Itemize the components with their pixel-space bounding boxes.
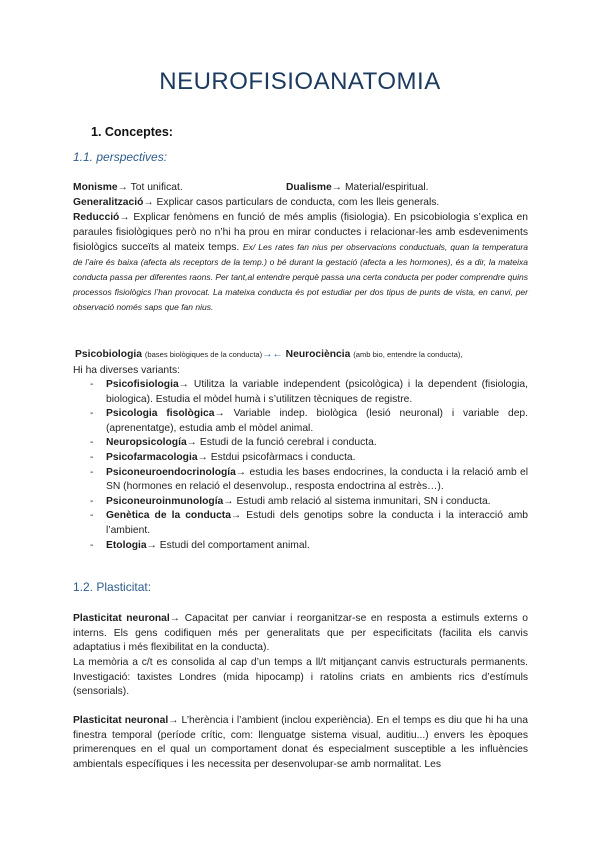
- variant-text: → Estudi dels genotips sobre la conducta i la interacció amb l’ambient.: [106, 510, 528, 536]
- monisme-term: Monisme: [73, 182, 118, 193]
- variant-text: → Variable indep. biològica (lesió neuronal) i variable dep. (aprenentatge), estudia amb el mòdel animal.: [106, 408, 529, 434]
- subheading-plasticitat: 1.2. Plasticitat:: [73, 580, 152, 594]
- list-item: [73, 539, 528, 554]
- plasticitat-term: Plasticitat neuronal: [73, 715, 169, 726]
- dualisme-text: → Material/espiritual.: [331, 182, 429, 193]
- list-item: [73, 407, 528, 436]
- generalitzacio-line: [73, 196, 528, 211]
- list-item: [73, 378, 528, 407]
- variants-list: [73, 378, 528, 553]
- psicobiologia-term: Psicobiologia: [75, 349, 142, 360]
- variant-term: Psiconeuroinmunología: [106, 495, 224, 507]
- variant-term: Etologia: [106, 539, 147, 551]
- variant-text: → Estdui psicofàrmacs i conducta.: [197, 451, 356, 463]
- variant-text: → Utilitza la variable independent (psicològica) i la dependent (fisiologia, biologica). Estudia el mòdel humà i s’utilitzen tècniques de registre.: [106, 379, 528, 405]
- generalitzacio-text: → Explicar casos particulars de conducta, com les lleis generals.: [143, 196, 440, 208]
- monisme-dualisme-line: [73, 181, 528, 196]
- plasticitat-term: Plasticitat neuronal: [73, 613, 170, 624]
- list-item: [73, 436, 528, 451]
- plasticitat-text: → L’herència i l’ambient (inclou experiència). En el temps es diu que hi ha una finestra temporal (període crític, com: llenguatge sistema visual, auditiu...) envers les èpoques primerenques en el qual un comportament donat és especialment susceptible a les influències ambientals específiques i les necessita per desenvolupar-se amb normalitat. Les: [73, 715, 528, 770]
- psicobiologia-line: [75, 348, 530, 363]
- list-item: [73, 466, 528, 495]
- heading-conceptes: 1. Conceptes:: [91, 125, 173, 139]
- dualisme-term: Dualisme: [286, 182, 332, 193]
- plasticitat-paragraph-1: [73, 612, 528, 656]
- neurociencia-term: Neurociència: [285, 349, 351, 360]
- neurociencia-note: (amb bio, entendre la conducta),: [353, 350, 463, 359]
- reduccio-term: Reducció: [73, 212, 120, 223]
- list-item: [73, 451, 528, 466]
- variants-intro: Hi ha diverses variants:: [73, 365, 181, 376]
- variant-term: Psiconeuroendocrinología: [106, 466, 236, 478]
- variant-term: Psicologia fisològica: [106, 408, 215, 420]
- plasticitat-paragraph-3: [73, 714, 528, 772]
- variant-text: → Estudi de la funció cerebral i conducta.: [186, 437, 377, 449]
- bidirectional-arrows: →←: [262, 349, 283, 360]
- plasticitat-paragraph-2: La memòria a c/t es consolida al cap d’un temps a ll/t mitjançant canvis estructurals permanents. Investigació: taxistes Londres (mida hipocamp) i ratolins criats en ambients rics d’estímuls (sensorials).: [73, 657, 528, 698]
- monisme-text: → Tot unificat.: [117, 182, 183, 193]
- plasticitat-text: → Capacitat per canviar i reorganitzar-se en resposta a estimuls externs o interns. Els gens codifiquen més per generalitats que per especificitats (facilita els canvis adaptatius i més flexibilitat en la conducta).: [73, 613, 528, 654]
- variant-text: → Estudi del comportament animal.: [146, 539, 310, 551]
- reduccio-paragraph: [73, 210, 528, 315]
- list-item: [73, 495, 528, 510]
- list-item: [73, 509, 528, 538]
- variant-term: Neuropsicología: [106, 437, 187, 449]
- variant-text: → estudia les bases endocrines, la conducta i la relació amb el SN (hormones en relació el desenvolup., resposta endoctrina al estrès…).: [106, 466, 528, 493]
- subheading-perspectives: 1.1. perspectives:: [73, 150, 168, 164]
- psicobiologia-note: (bases biològiques de la conducta): [144, 350, 263, 359]
- reduccio-text: → Explicar fenòmens en funció de més amplis (fisiologia). En psicobiologia s’explica en paraules fisiològiques però no n’hi ha prou en mirar conductes i relacionar-les amb esdeveniments fisiològics succeïts al mateix temps.: [73, 212, 528, 253]
- generalitzacio-term: Generalització: [73, 196, 144, 208]
- variant-term: Psicofisiologia: [106, 379, 179, 390]
- variant-term: Genètica de la conducta: [106, 510, 231, 522]
- reduccio-example: Ex/ Les rates fan nius per observacions conductuals, quan la temperatura de l’aire és baixa (afecta als receptors de la temp.) o bé durant la gestació (afecta a les hormones), és a dir, la mateixa conducta passa per diferentes raons. Per tant,al entendre perquè passa una certa conducta per poder comprendre quins processos fisiològics l’han provocat. La mateixa conducta és pot estudiar per dos tipus de punts de vista, en canvi, per observació només saps que fan nius.: [73, 242, 528, 312]
- variant-text: → Estudi amb relació al sistema inmunitari, SN i conducta.: [223, 495, 491, 507]
- variant-term: Psicofarmacologia: [106, 451, 198, 463]
- document-title: NEUROFISIOANATOMIA: [159, 68, 441, 95]
